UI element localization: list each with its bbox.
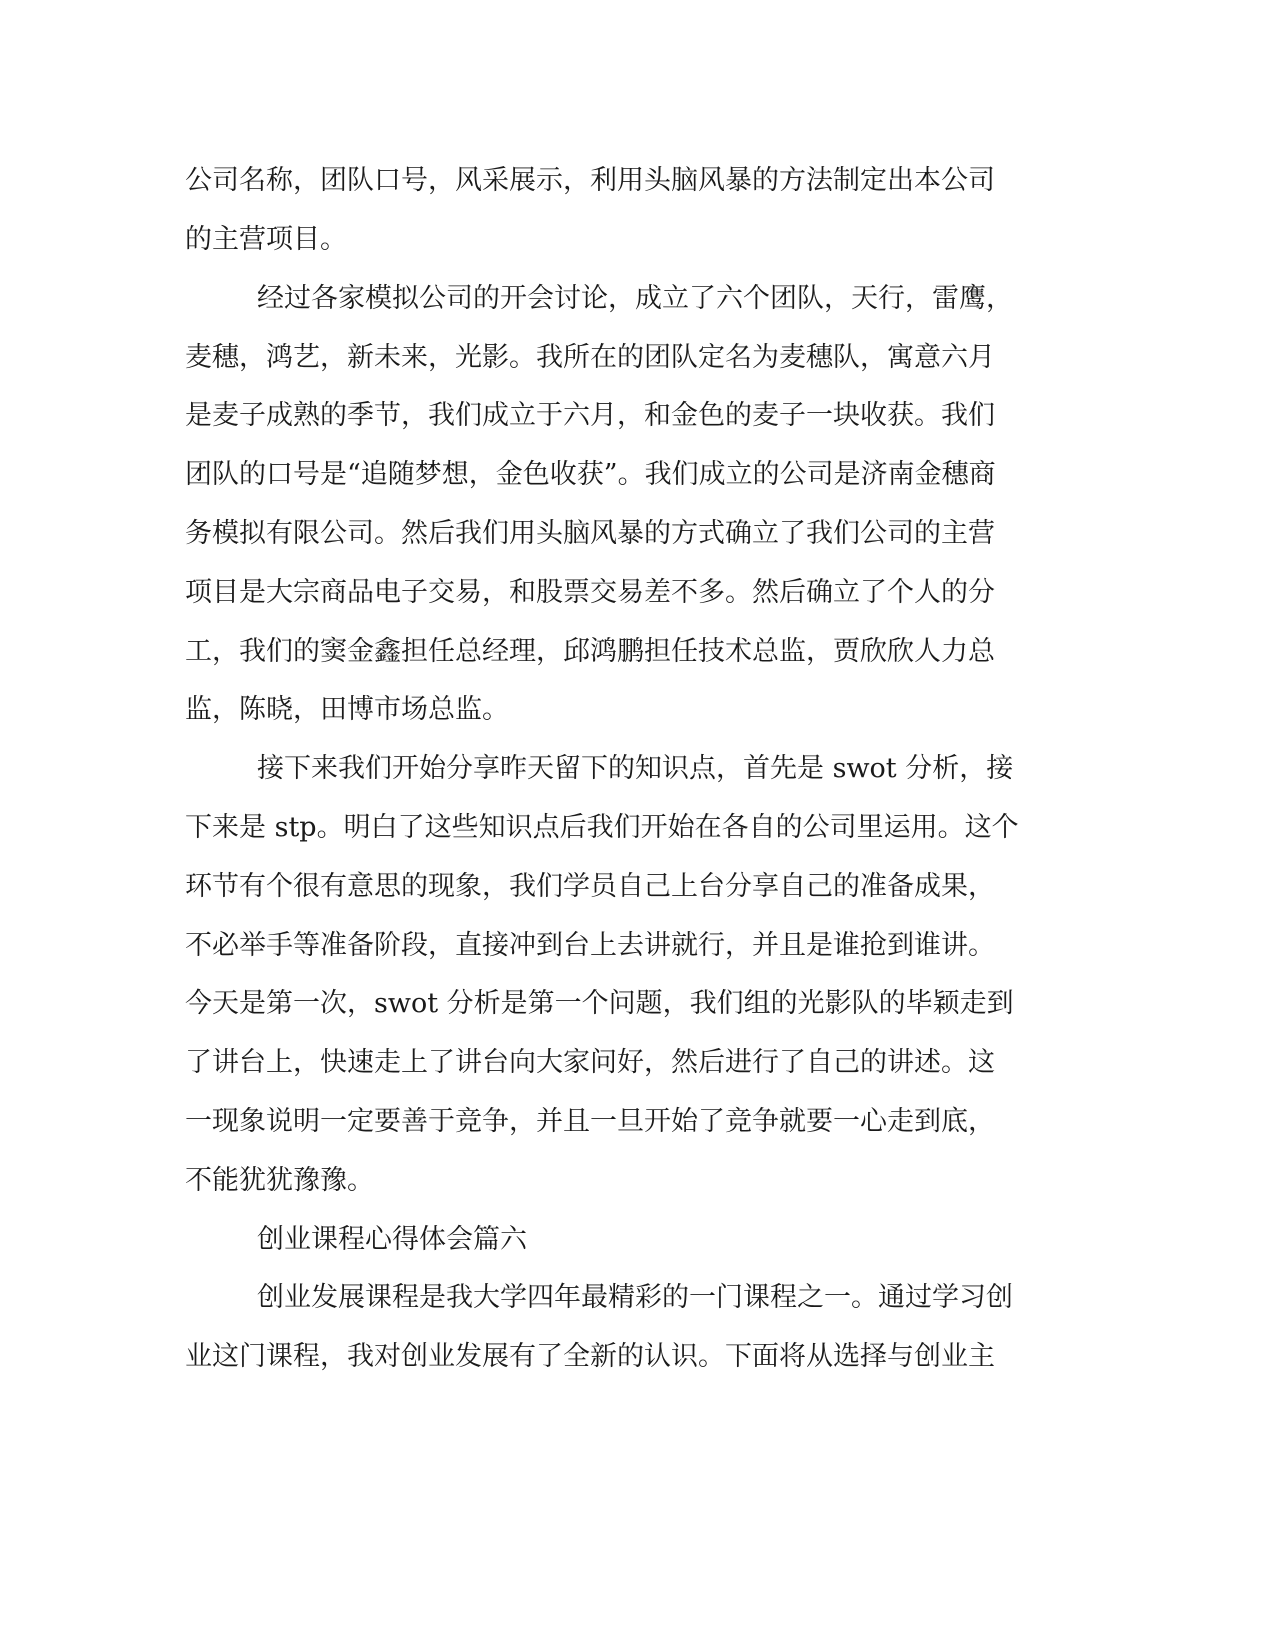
- paragraph-line: 一现象说明一定要善于竞争，并且一旦开始了竞争就要一心走到底，: [185, 1106, 995, 1137]
- paragraph-line: 今天是第一次，swot 分析是第一个问题，我们组的光影队的毕颖走到: [185, 988, 1014, 1019]
- paragraph-line: 下来是 stp。明白了这些知识点后我们开始在各自的公司里运用。这个: [185, 812, 1019, 843]
- paragraph-line: 公司名称，团队口号，风采展示，利用头脑风暴的方法制定出本公司: [185, 165, 995, 196]
- paragraph-line: 务模拟有限公司。然后我们用头脑风暴的方式确立了我们公司的主营: [185, 518, 995, 549]
- paragraph-line: 环节有个很有意思的现象，我们学员自己上台分享自己的准备成果，: [185, 871, 995, 902]
- paragraph-line: 监，陈晓，田博市场总监。: [185, 694, 509, 725]
- paragraph-line: 创业发展课程是我大学四年最精彩的一门课程之一。通过学习创: [257, 1282, 1013, 1313]
- paragraph-line: 工，我们的窦金鑫担任总经理，邱鸿鹏担任技术总监，贾欣欣人力总: [185, 636, 995, 667]
- paragraph-line: 项目是大宗商品电子交易，和股票交易差不多。然后确立了个人的分: [185, 577, 995, 608]
- paragraph-line: 了讲台上，快速走上了讲台向大家问好，然后进行了自己的讲述。这: [185, 1047, 995, 1078]
- section-heading: 创业课程心得体会篇六: [257, 1224, 527, 1255]
- paragraph-line: 团队的口号是“追随梦想，金色收获”。我们成立的公司是济南金穗商: [185, 459, 996, 490]
- paragraph-line: 经过各家模拟公司的开会讨论，成立了六个团队，天行，雷鹰，: [257, 283, 1013, 314]
- paragraph-line: 不必举手等准备阶段，直接冲到台上去讲就行，并且是谁抢到谁讲。: [185, 930, 995, 961]
- paragraph-line: 是麦子成熟的季节，我们成立于六月，和金色的麦子一块收获。我们: [185, 400, 995, 431]
- paragraph-line: 的主营项目。: [185, 224, 347, 255]
- paragraph-line: 麦穗，鸿艺，新未来，光影。我所在的团队定名为麦穗队，寓意六月: [185, 342, 995, 373]
- paragraph-line: 不能犹犹豫豫。: [185, 1165, 374, 1196]
- paragraph-line: 业这门课程，我对创业发展有了全新的认识。下面将从选择与创业主: [185, 1341, 995, 1372]
- paragraph-line: 接下来我们开始分享昨天留下的知识点，首先是 swot 分析，接: [257, 753, 1014, 784]
